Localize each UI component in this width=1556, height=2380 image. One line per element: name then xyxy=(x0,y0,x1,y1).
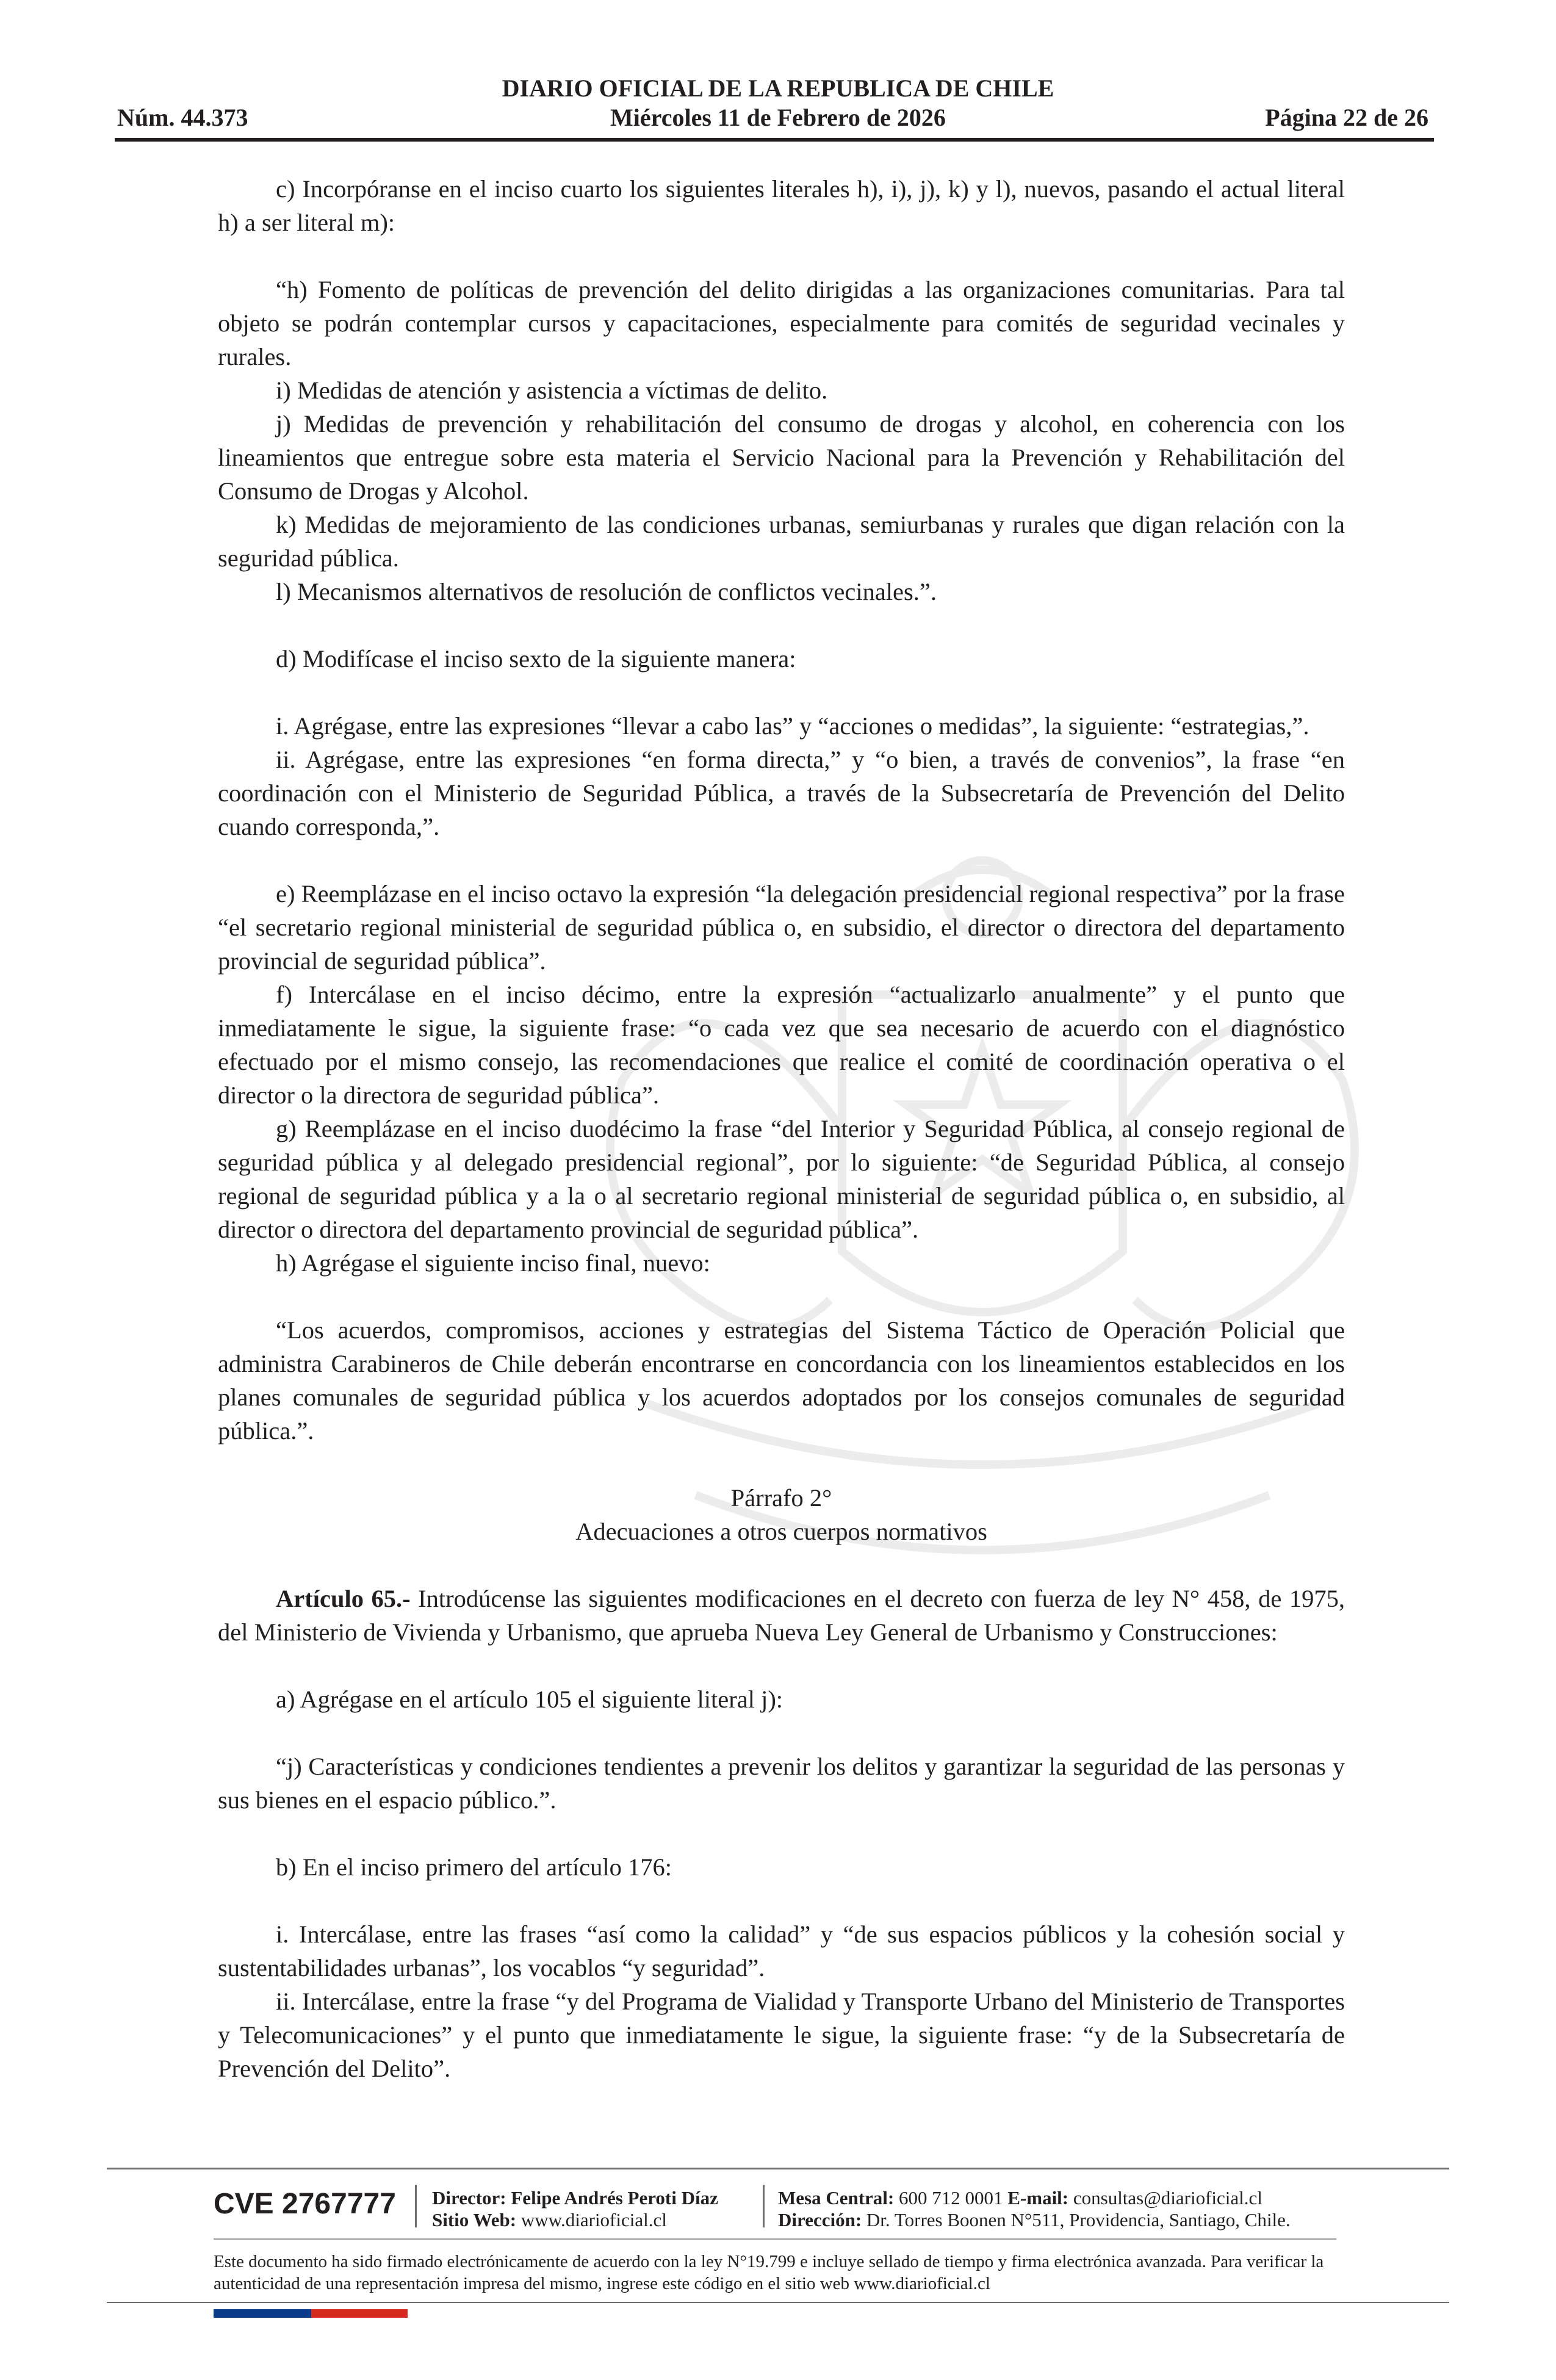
paragraph: k) Medidas de mejoramiento de las condiciones urbanas, semiurbanas y rurales que digan relación con la seguridad pública. xyxy=(218,511,1345,572)
flag-stripe-red xyxy=(311,2309,408,2318)
paragraph: c) Incorpóranse en el inciso cuarto los siguientes literales h), i), j), k) y l), nuevos, pasando el actual literal h) a ser literal m): xyxy=(218,175,1345,236)
paragraph: b) En el inciso primero del artículo 176: xyxy=(276,1853,672,1881)
contact-line: Mesa Central: 600 712 0001 E-mail: consultas@diarioficial.cl xyxy=(778,2187,1262,2209)
article-paragraph xyxy=(218,1582,1345,1649)
website-line: Sitio Web: www.diarioficial.cl xyxy=(432,2209,667,2230)
footer-director-block xyxy=(432,2187,718,2231)
paragraph: h) Agrégase el siguiente inciso final, nuevo: xyxy=(276,1249,710,1277)
article-label: Artículo 65.- xyxy=(276,1585,411,1612)
section-subtitle: Adecuaciones a otros cuerpos normativos xyxy=(575,1518,987,1545)
paragraph: ii. Intercálase, entre la frase “y del Programa de Vialidad y Transporte Urbano del Ministerio de Transportes y Telecomunicaciones” y el punto que inmediatamente le sigue, la siguiente frase: “y de la Subsecretaría de Prevención del Delito”. xyxy=(218,1988,1345,2082)
gazette-title: DIARIO OFICIAL DE LA REPUBLICA DE CHILE xyxy=(502,74,1054,102)
website-link[interactable]: www.diarioficial.cl xyxy=(516,2209,667,2230)
cve-code: CVE 2767777 xyxy=(214,2188,396,2220)
page-number: Página 22 de 26 xyxy=(1265,104,1428,131)
paragraph: f) Intercálase en el inciso décimo, entre la expresión “actualizarlo anualmente” y el punto que inmediatamente le sigue, la siguiente frase: “o cada vez que sea necesario de acuerdo con el diagnóstico efectuado por el mismo consejo, las recomendaciones que realice el comité de coordinación operativa o el director o la directora de seguridad pública”. xyxy=(218,981,1345,1109)
paragraph: e) Reemplázase en el inciso octavo la expresión “la delegación presidencial regional respectiva” por la frase “el secretario regional ministerial de seguridad pública o, en subsidio, el director o directora del departamento provincial de seguridad pública”. xyxy=(218,880,1345,975)
paragraph: g) Reemplázase en el inciso duodécimo la frase “del Interior y Seguridad Pública, al consejo regional de seguridad pública y al delegado presidencial regional”, por lo siguiente: “de Seguridad Pública, al consejo regional de seguridad pública y a la o al secretario regional ministerial de seguridad pública o, en subsidio, al director o directora del departamento provincial de seguridad pública”. xyxy=(218,1115,1345,1243)
paragraph: d) Modifícase el inciso sexto de la siguiente manera: xyxy=(276,645,796,673)
paragraph: i. Intercálase, entre las frases “así como la calidad” y “de sus espacios públicos y la cohesión social y sustentabilidades urbanas”, los vocablos “y seguridad”. xyxy=(218,1920,1345,1982)
director-line: Director: Felipe Andrés Peroti Díaz xyxy=(432,2187,718,2209)
legal-notice: Este documento ha sido firmado electrónicamente de acuerdo con la ley N°19.799 e incluye sellado de tiempo y firma electrónica avanzada. Para verificar la autenticidad de una representación impresa del mismo, ingrese este código en el sitio web www.diarioficial.cl xyxy=(214,2252,1324,2293)
footer-bottom-divider xyxy=(107,2302,1449,2303)
paragraph: i. Agrégase, entre las expresiones “llevar a cabo las” y “acciones o medidas”, la siguiente: “estrategias,”. xyxy=(276,712,1309,740)
address-line: Dirección: Dr. Torres Boonen N°511, Providencia, Santiago, Chile. xyxy=(778,2209,1291,2230)
paragraph: “Los acuerdos, compromisos, acciones y estrategias del Sistema Táctico de Operación Policial que administra Carabineros de Chile deberán encontrarse en concordancia con los lineamientos establecidos en los planes comunales de seguridad pública y los acuerdos adoptados por los consejos comunales de seguridad pública.”. xyxy=(218,1316,1345,1444)
footer-inner-divider xyxy=(214,2238,1336,2240)
paragraph: “j) Características y condiciones tendientes a prevenir los delitos y garantizar la seguridad de las personas y sus bienes en el espacio público.”. xyxy=(218,1753,1345,1814)
footer-divider xyxy=(107,2168,1449,2169)
header-divider xyxy=(115,138,1434,142)
article-text: Introdúcense las siguientes modificaciones en el decreto con fuerza de ley N° 458, de 1975, del Ministerio de Vivienda y Urbanismo, que aprueba Nueva Ley General de Urbanismo y Construcciones: xyxy=(218,1585,1345,1646)
footer-separator xyxy=(763,2185,765,2227)
document-body xyxy=(218,172,1345,2085)
flag-stripe-blue xyxy=(214,2309,311,2318)
email-link[interactable]: consultas@diarioficial.cl xyxy=(1068,2187,1262,2209)
paragraph: a) Agrégase en el artículo 105 el siguiente literal j): xyxy=(276,1686,783,1713)
paragraph: ii. Agrégase, entre las expresiones “en forma directa,” y “o bien, a través de convenios”, la frase “en coordinación con el Ministerio de Seguridad Pública, a través de la Subsecretaría de Prevención del Delito cuando corresponda,”. xyxy=(218,746,1345,840)
issue-date: Miércoles 11 de Febrero de 2026 xyxy=(610,104,946,131)
footer-separator xyxy=(415,2185,417,2227)
paragraph: i) Medidas de atención y asistencia a víctimas de delito. xyxy=(276,377,828,404)
paragraph: j) Medidas de prevención y rehabilitación del consumo de drogas y alcohol, en coherencia con los lineamientos que entregue sobre esta materia el Servicio Nacional para la Prevención y Rehabilitación del Consumo de Drogas y Alcohol. xyxy=(218,410,1345,505)
footer-contact-block xyxy=(778,2187,1291,2231)
paragraph: “h) Fomento de políticas de prevención del delito dirigidas a las organizaciones comunitarias. Para tal objeto se podrán contemplar cursos y capacitaciones, especialmente para comités de seguridad vecinales y rurales. xyxy=(218,276,1345,370)
issue-number: Núm. 44.373 xyxy=(117,104,248,131)
paragraph: l) Mecanismos alternativos de resolución de conflictos vecinales.”. xyxy=(276,578,937,605)
section-title: Párrafo 2° xyxy=(730,1484,832,1512)
